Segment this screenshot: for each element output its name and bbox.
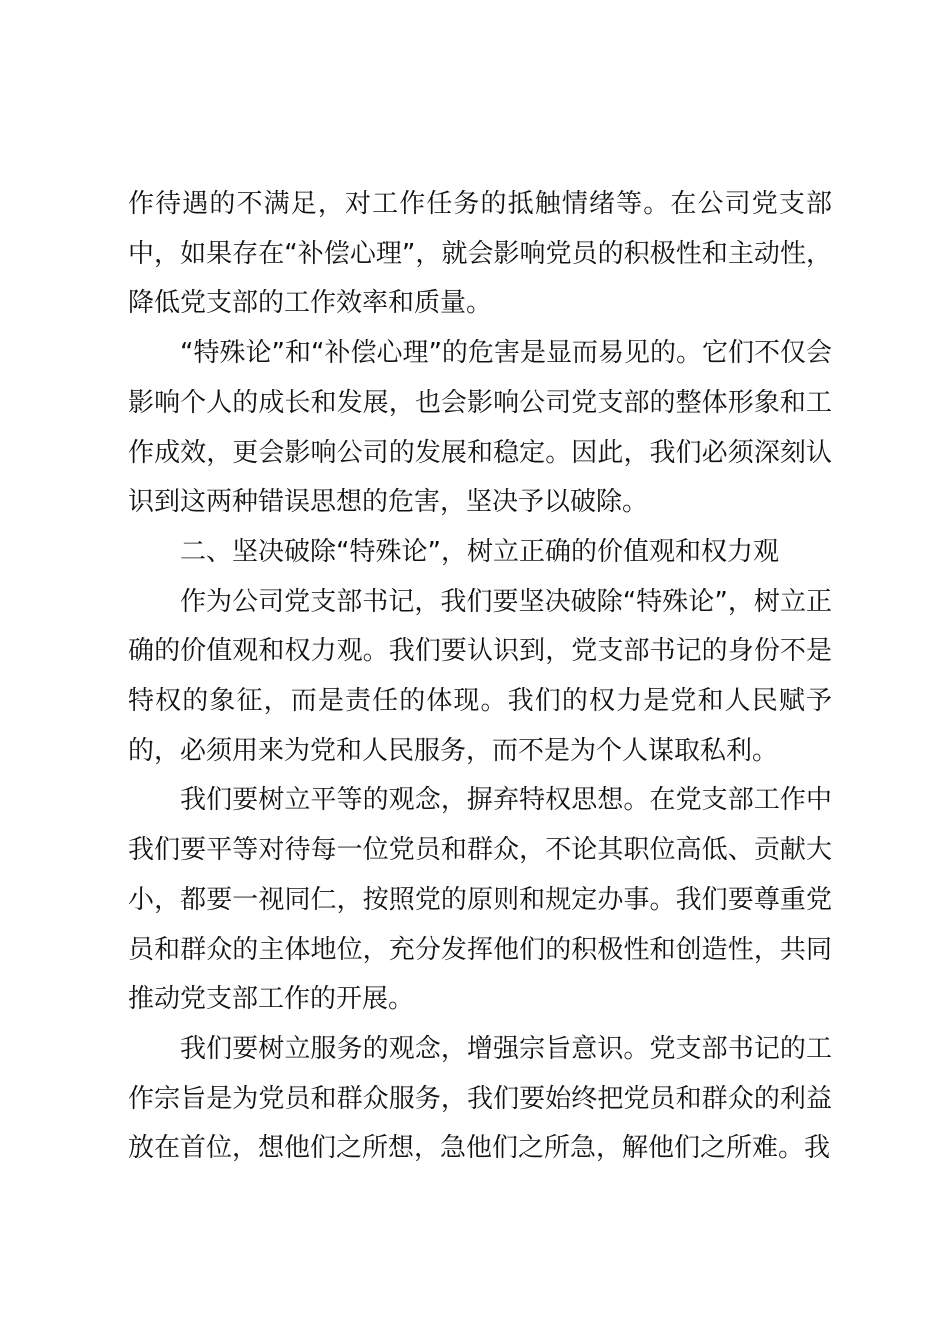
section-heading: 二、坚决破除“特殊论”，树立正确的价值观和权力观 <box>180 536 779 567</box>
paragraph-harm: “特殊论”和“补偿心理”的危害是显而易见的。它们不仅会影响个人的成长和发展，也会影响公司党支部的整体形象和工作成效，更会影响公司的发展和稳定。因此，我们必须深刻认识到这两种错误思想的危害，坚决予以破除。 <box>128 338 832 518</box>
document-page <box>128 180 832 1174</box>
paragraph-continued: 作待遇的不满足，对工作任务的抵触情绪等。在公司党支部中，如果存在“补偿心理”，就会影响党员的积极性和主动性，降低党支部的工作效率和质量。 <box>128 189 832 319</box>
paragraph-equality: 我们要树立平等的观念，摒弃特权思想。在党支部工作中我们要平等对待每一位党员和群众，不论其职位高低、贡献大小，都要一视同仁，按照党的原则和规定办事。我们要尊重党员和群众的主体地位，充分发挥他们的积极性和创造性，共同推动党支部工作的开展。 <box>128 785 832 1015</box>
paragraph-service: 我们要树立服务的观念，增强宗旨意识。党支部书记的工作宗旨是为党员和群众服务，我们要始终把党员和群众的利益放在首位，想他们之所想，急他们之所急，解他们之所难。我 <box>128 1033 832 1164</box>
paragraph-values: 作为公司党支部书记，我们要坚决破除“特殊论”，树立正确的价值观和权力观。我们要认识到，党支部书记的身份不是特权的象征，而是责任的体现。我们的权力是党和人民赋予的，必须用来为党和人民服务，而不是为个人谋取私利。 <box>128 586 832 766</box>
